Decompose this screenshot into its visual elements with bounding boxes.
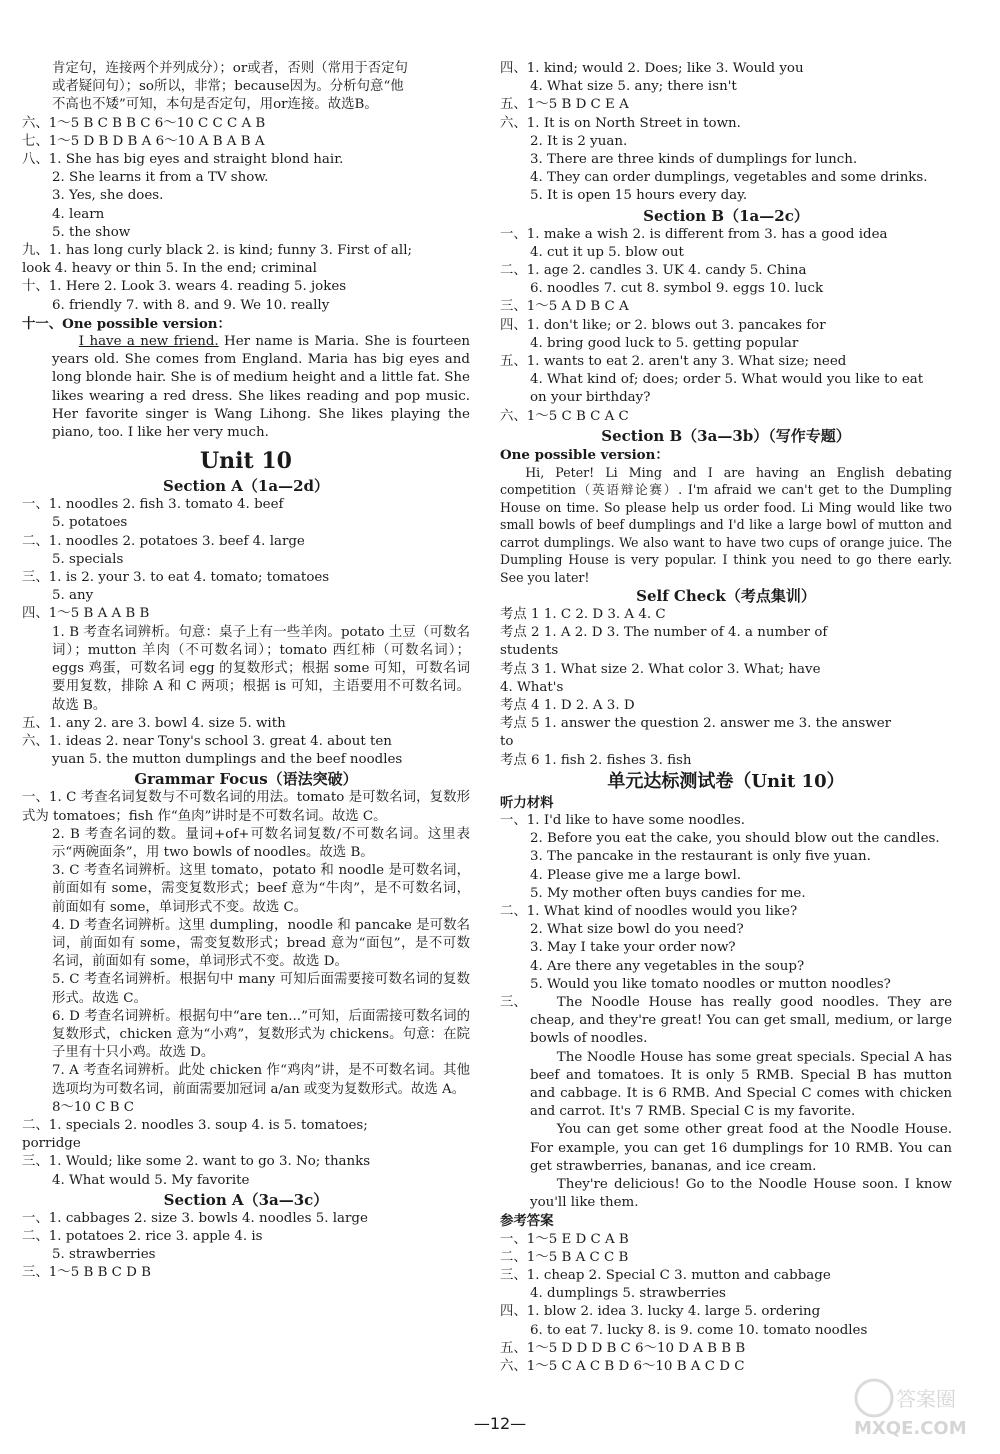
text-line: to [500, 734, 514, 750]
explanation: 3. C 考查名词辨析。这里 tomato，potato 和 noodle 是可数名词，前面如有 some，需变复数形式；beef 意为“牛肉”，是不可数名词，前面如有 some，单词形式不变。故选 C。 [52, 863, 470, 915]
text-line: 十、1. Here 2. Look 3. wears 4. reading 5. jokes [22, 279, 347, 295]
text-line: 一、1～5 E D C A B [500, 1231, 629, 1247]
text-line: 4. What size 5. any; there isn't [530, 79, 737, 95]
text-line: 五、1. wants to eat 2. aren't any 3. What size; need [500, 354, 847, 370]
text-line: 三、1. Would; like some 2. want to go 3. No; thanks [22, 1154, 371, 1170]
test-title: 单元达标测试卷（Unit 10） [607, 770, 845, 792]
text-line: 4. dumplings 5. strawberries [530, 1286, 726, 1302]
text-line: porridge [22, 1136, 81, 1152]
text-line: 二、1. specials 2. noodles 3. soup 4. is 5. tomatoes; [22, 1117, 368, 1133]
text-line: yuan 5. the mutton dumplings and the beef noodles [52, 752, 403, 768]
text-line: 考点 1 1. C 2. D 3. A 4. C [500, 606, 666, 622]
text-line: 一、1. I'd like to have some noodles. [500, 812, 745, 828]
text-line: 考点 6 1. fish 2. fishes 3. fish [500, 752, 692, 768]
listening-passage [500, 994, 952, 1212]
answers-label: 参考答案 [500, 1213, 554, 1230]
text-line: look 4. heavy or thin 5. In the end; criminal [22, 261, 317, 277]
text-line: 三、1. cheap 2. Special C 3. mutton and cabbage [500, 1268, 831, 1284]
unit-title: Unit 10 [200, 448, 292, 475]
passage-paragraph: They're delicious! Go to the Noodle House soon. I know you'll like them. [530, 1177, 952, 1211]
text-line: 七、1～5 D B D B A 6～10 A B A B A [22, 133, 265, 149]
text-line: 8～10 C B C [52, 1099, 135, 1115]
version-label: 十一、One possible version： [22, 315, 231, 332]
text-line: 考点 5 1. answer the question 2. answer me 3. the answer [500, 716, 892, 732]
section-title: Grammar Focus（语法突破） [134, 770, 358, 789]
watermark-url: MXQE.COM [854, 1418, 967, 1439]
text-line: 3. There are three kinds of dumplings for lunch. [530, 152, 858, 168]
text-line: 二、1. potatoes 2. rice 3. apple 4. is [22, 1228, 263, 1244]
explanation: 4. D 考查名词辨析。这里 dumpling，noodle 和 pancake 是可数名词，前面如有 some，需变复数形式；bread 意为“面包”，是不可数名词，前面如有 some，单词形式不变。故选 D。 [52, 917, 470, 970]
passage-paragraph: You can get some other great food at the Noodle House. For example, you can get 16 dumplings for 10 RMB. You can get strawberries, bananas, and ice cream. [530, 1122, 952, 1174]
text-line: 考点 4 1. D 2. A 3. D [500, 697, 635, 713]
text-line: 五、1～5 D D D B C 6～10 D A B B B [500, 1340, 746, 1356]
text-line: 二、1. What kind of noodles would you like? [500, 903, 798, 919]
essay-body: Her name is Maria. She is fourteen years old. She comes from England. Maria has big eyes and long blonde hair. She is of medium height and a little fat. She likes wearing a red dress. She likes reading and pop music. Her favorite singer is Wang Lihong. She likes playing the piano, too. I like her very much. [52, 334, 470, 441]
text-line: students [500, 643, 559, 659]
text-line: 4. What would 5. My favorite [52, 1172, 250, 1188]
text-line: 肯定句，连接两个并列成分）；or或者，否则（常用于否定句 [52, 61, 408, 76]
text-line: 6. to eat 7. lucky 8. is 9. come 10. tomato noodles [530, 1322, 868, 1338]
text-line: 五、1. any 2. are 3. bowl 4. size 5. with [22, 715, 286, 731]
text-line: 5. Would you like tomato noodles or mutton noodles? [530, 976, 891, 992]
sample-essay [22, 333, 470, 442]
text-line: 2. It is 2 yuan. [530, 133, 628, 149]
section-title: Section A（1a—2d） [163, 477, 329, 496]
left-column [22, 60, 470, 1283]
text-line: 四、1～5 B A A B B [22, 606, 150, 622]
text-line: 4. bring good luck to 5. getting popular [530, 335, 799, 351]
text-line: 六、1. ideas 2. near Tony's school 3. great 4. about ten [22, 733, 392, 749]
right-column [500, 60, 952, 1376]
text-line: 3. The pancake in the restaurant is only five yuan. [530, 849, 871, 865]
text-line: 6. noodles 7. cut 8. symbol 9. eggs 10. luck [530, 281, 824, 297]
text-line: 六、1～5 C A C B D 6～10 B A C D C [500, 1359, 745, 1375]
text-line: 二、1～5 B A C C B [500, 1249, 629, 1265]
section-title: Section B（1a—2c） [643, 206, 809, 225]
text-line: 三、1. is 2. your 3. to eat 4. tomato; tomatoes [22, 570, 330, 586]
text-line: 六、1. It is on North Street in town. [500, 115, 741, 131]
text-line: 不高也不矮”可知，本句是否定句，用or连接。故选B。 [52, 97, 378, 113]
text-line: 4. They can order dumplings, vegetables and some drinks. [530, 170, 928, 186]
explanation: 2. B 考查名词的数。量词+of+可数名词复数/不可数名词。这里表示“两碗面条”，用 two bowls of noodles。故选 B。 [52, 826, 470, 860]
text-line: 2. Before you eat the cake, you should blow out the candles. [530, 831, 940, 847]
text-line: 5. specials [52, 551, 124, 567]
text-line: 三、1～5 B B C D B [22, 1265, 151, 1281]
text-line: 六、1～5 C B C A C [500, 408, 629, 424]
explanation: 1. B 考查名词辨析。句意：桌子上有一些羊肉。potato 土豆（可数名词）；mutton 羊肉（不可数名词）；tomato 西红柿（可数名词）；eggs 鸡蛋，可数名词 egg 的复数形式；根据 some 可知，可数名词要用复数，排除 A 和 C 两项；根据 is 可知，主语要用不可数名词。故选 B。 [52, 624, 470, 713]
text-line: 八、1. She has big eyes and straight blond hair. [22, 152, 344, 168]
text-line: 3. Yes, she does. [52, 188, 164, 204]
passage-label: 三、 [500, 994, 527, 1010]
version-label: One possible version： [500, 446, 669, 463]
listening-label: 听力材料 [500, 794, 554, 811]
text-line: 4. What kind of; does; order 5. What would you like to eat [530, 372, 924, 388]
text-line: 三、1～5 A D B C A [500, 299, 629, 315]
section-title: Section A（3a—3c） [163, 1190, 329, 1209]
text-line: 5. the show [52, 224, 131, 240]
text-line: 2. What size bowl do you need? [530, 922, 744, 938]
explanation: 7. A 考查名词辨析。此处 chicken 作“鸡肉”讲，是不可数名词。其他选项均为可数名词，前面需要加冠词 a/an 或变为复数形式。故选 A。 [52, 1063, 470, 1097]
explanation: 5. C 考查名词辨析。根据句中 many 可知后面需要接可数名词的复数形式。故选 C。 [52, 972, 470, 1006]
passage-paragraph: The Noodle House has really good noodles. They are cheap, and they're great! You can get small, medium, or large bowls of noodles. [530, 994, 952, 1047]
text-line: on your birthday? [530, 390, 651, 406]
text-line: 5. potatoes [52, 515, 128, 531]
page-number: —12— [473, 1414, 527, 1433]
text-line: 四、1. don't like; or 2. blows out 3. pancakes for [500, 317, 826, 333]
text-line: 五、1～5 B D C E A [500, 97, 629, 113]
text-line: 3. May I take your order now? [530, 940, 736, 956]
text-line: 4. Are there any vegetables in the soup? [530, 958, 805, 974]
section-title: Self Check（考点集训） [636, 586, 816, 605]
text-line: 二、1. noodles 2. potatoes 3. beef 4. large [22, 533, 305, 549]
passage-paragraph: The Noodle House has some great specials. Special A has beef and tomatoes. It is only 5 RMB. Special B has mutton and cabbage. It is 6 RMB. And Special C comes with chicken and carrot. It's 7 RMB. Special C is my favorite. [530, 1049, 952, 1120]
section-title: Section B（3a—3b）（写作专题） [601, 426, 851, 445]
explanation: 一、1. C 考查名词复数与不可数名词的用法。tomato 是可数名词，复数形式为 tomatoes；fish 作“鱼肉”讲时是不可数名词。故选 C。 [22, 790, 470, 824]
text-line: 5. It is open 15 hours every day. [530, 188, 748, 204]
text-line: 6. friendly 7. with 8. and 9. We 10. really [52, 297, 330, 313]
watermark-logo [834, 1372, 984, 1442]
text-line: 二、1. age 2. candles 3. UK 4. candy 5. China [500, 263, 807, 279]
text-line: 4. What's [500, 679, 564, 695]
text-line: 2. She learns it from a TV show. [52, 170, 269, 186]
watermark-circle-icon [856, 1380, 892, 1416]
text-line: 一、1. noodles 2. fish 3. tomato 4. beef [22, 497, 284, 513]
text-line: 5. any [52, 588, 94, 604]
text-line: 四、1. blow 2. idea 3. lucky 4. large 5. ordering [500, 1304, 821, 1320]
text-line: 或者疑问句）；so所以，非常；because因为。分析句意“他 [52, 79, 404, 95]
watermark-text: 答案圈 [896, 1387, 956, 1411]
text-line: 考点 2 1. A 2. D 3. The number of 4. a number of [500, 625, 828, 641]
text-line: 六、1～5 B C B B C 6～10 C C C A B [22, 115, 266, 131]
text-line: 九、1. has long curly black 2. is kind; funny 3. First of all; [22, 243, 412, 259]
sample-letter: Hi, Peter! Li Ming and I are having an English debating competition（英语辩论赛）. I'm afraid we can't get to the Dumpling House on time. So please help us order food. Li Ming would like two small bowls of beef dumplings and I'd like a large bowl of mutton and carrot dumplings. We also want to have two cups of orange juice. The Dumpling House is very popular. I think you need to go there early. See you later! [500, 465, 952, 585]
text-line: 5. My mother often buys candies for me. [530, 885, 806, 901]
explanation: 6. D 考查名词辨析。根据句中“are ten...”可知，后面需接可数名词的复数形式，chicken 意为“小鸡”，复数形式为 chickens。句意：在院子里有十只小鸡。故选 D。 [52, 1008, 470, 1061]
essay-first-sentence: I have a new friend. [78, 334, 219, 350]
text-line: 考点 3 1. What size 2. What color 3. What; have [500, 661, 821, 677]
text-line: 4. learn [52, 206, 105, 222]
text-line: 5. strawberries [52, 1247, 156, 1263]
text-line: 一、1. make a wish 2. is different from 3. has a good idea [500, 226, 888, 242]
text-line: 4. cut it up 5. blow out [530, 244, 684, 260]
text-line: 四、1. kind; would 2. Does; like 3. Would you [500, 61, 804, 76]
text-line: 4. Please give me a large bowl. [530, 867, 742, 883]
text-line: 一、1. cabbages 2. size 3. bowls 4. noodles 5. large [22, 1210, 368, 1226]
